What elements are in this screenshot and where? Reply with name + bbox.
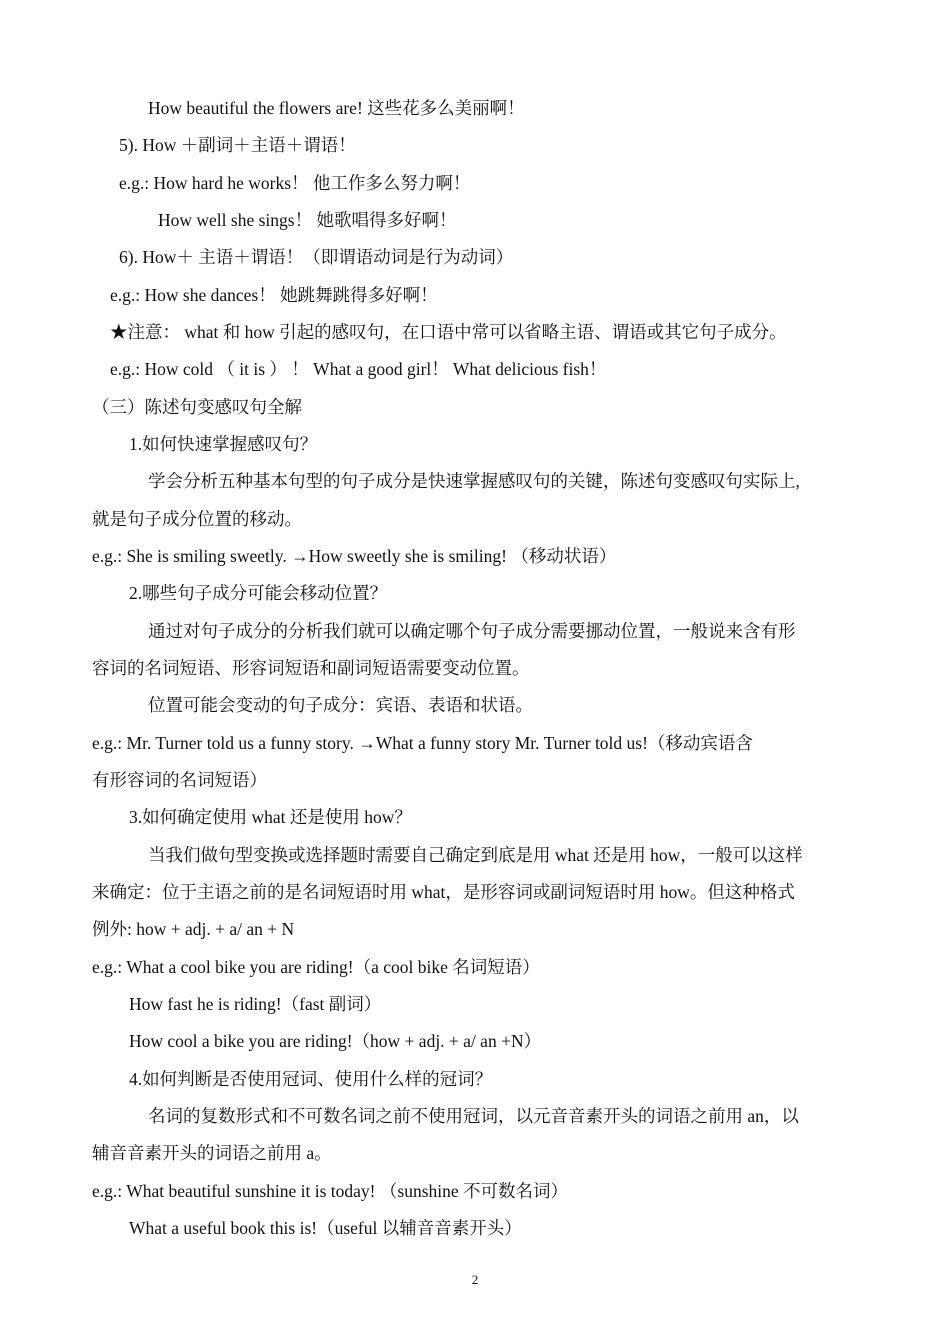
example-line: How cool a bike you are riding!（how + adj. + a/ an +N） — [129, 1031, 542, 1051]
paragraph-line: 当我们做句型变换或选择题时需要自己确定到底是用 what 还是用 how，一般可以这样 — [148, 845, 803, 865]
paragraph-line: 容词的名词短语、形容词短语和副词短语需要变动位置。 — [92, 658, 530, 678]
subheading: 2.哪些句子成分可能会移动位置？ — [129, 583, 388, 603]
paragraph-line: 来确定：位于主语之前的是名词短语时用 what，是形容词或副词短语时用 how。但这种格式 — [92, 882, 795, 902]
text-line: e.g.: How hard he works！ 他工作多么努力啊！ — [119, 173, 471, 193]
example-line: How fast he is riding!（fast 副词） — [129, 994, 382, 1014]
paragraph-line: 学会分析五种基本句型的句子成分是快速掌握感叹句的关键，陈述句变感叹句实际上, — [148, 471, 800, 491]
paragraph-line: 通过对句子成分的分析我们就可以确定哪个句子成分需要挪动位置，一般说来含有形 — [148, 621, 796, 641]
example-line: e.g.: Mr. Turner told us a funny story. →What a funny story Mr. Turner told us!（移动宾语含 — [92, 733, 753, 753]
example-line: e.g.: She is smiling sweetly. →How sweetly she is smiling! （移动状语） — [92, 546, 617, 566]
text-line: How well she sings！ 她歌唱得多好啊！ — [158, 210, 457, 230]
text-line: ★注意： what 和 how 引起的感叹句，在口语中常可以省略主语、谓语或其它句子成分。 — [110, 322, 787, 342]
subheading: 4.如何判断是否使用冠词、使用什么样的冠词？ — [129, 1069, 493, 1089]
text-line: How beautiful the flowers are! 这些花多么美丽啊！ — [148, 98, 525, 118]
example-line: e.g.: What beautiful sunshine it is today! （sunshine 不可数名词） — [92, 1181, 569, 1201]
text-line: e.g.: How cold （ it is ） ！ What a good girl！ What delicious fish！ — [110, 359, 607, 379]
page-number: 2 — [471, 1272, 479, 1287]
text-line: 6). How＋ 主语＋谓语！（即谓语动词是行为动词） — [119, 247, 514, 267]
subheading: 3.如何确定使用 what 还是使用 how？ — [129, 807, 412, 827]
paragraph-line: 例外: how + adj. + a/ an + N — [92, 919, 295, 939]
section-heading: （三）陈述句变感叹句全解 — [92, 397, 302, 417]
example-line: e.g.: What a cool bike you are riding!（a cool bike 名词短语） — [92, 957, 540, 977]
example-line: What a useful book this is!（useful 以辅音音素开头） — [129, 1218, 522, 1238]
text-line: 5). How ＋副词＋主语＋谓语！ — [119, 135, 356, 155]
example-line: 有形容词的名词短语） — [92, 770, 267, 790]
paragraph-line: 辅音音素开头的词语之前用 a。 — [92, 1143, 332, 1163]
paragraph-line: 名词的复数形式和不可数名词之前不使用冠词，以元音音素开头的词语之前用 an，以 — [148, 1106, 799, 1126]
paragraph-line: 就是句子成分位置的移动。 — [92, 509, 302, 529]
paragraph-line: 位置可能会变动的句子成分：宾语、表语和状语。 — [148, 695, 533, 715]
subheading: 1.如何快速掌握感叹句？ — [129, 434, 318, 454]
text-line: e.g.: How she dances！ 她跳舞跳得多好啊！ — [110, 285, 438, 305]
